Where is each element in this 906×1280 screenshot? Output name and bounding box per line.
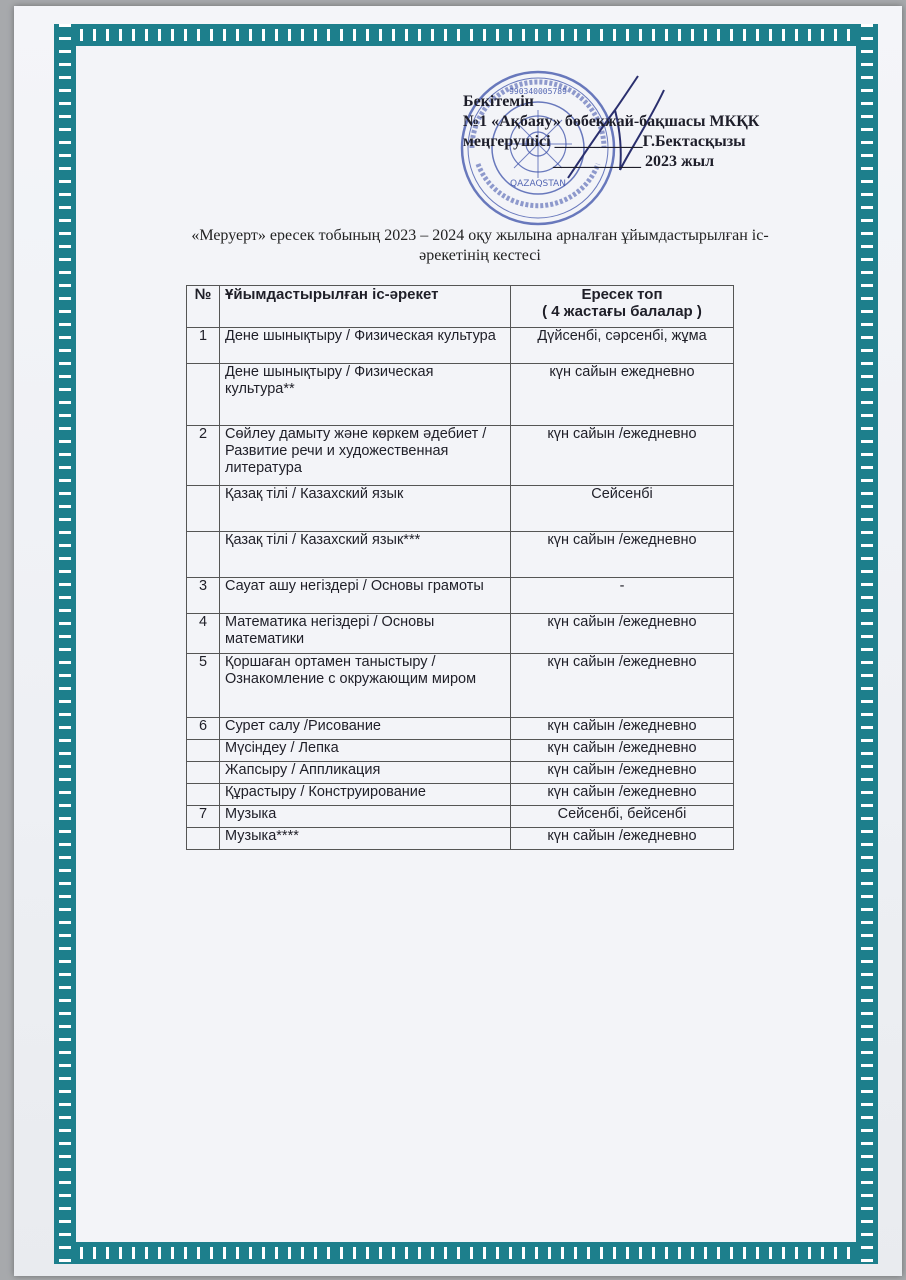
row-number: 1 bbox=[187, 328, 220, 364]
row-schedule: күн сайын /ежедневно bbox=[511, 532, 734, 578]
row-activity: Дене шынықтыру / Физическая культура** bbox=[220, 364, 511, 426]
row-schedule: күн сайын /ежедневно bbox=[511, 828, 734, 850]
approval-organization: №1 «Ақбаяу» бөбекжай-бақшасы МКҚК bbox=[463, 113, 760, 130]
row-activity: Музыка bbox=[220, 806, 511, 828]
row-activity: Дене шынықтыру / Физическая культура bbox=[220, 328, 511, 364]
row-schedule: Сейсенбі bbox=[511, 486, 734, 532]
row-number bbox=[187, 740, 220, 762]
row-schedule: Сейсенбі, бейсенбі bbox=[511, 806, 734, 828]
approval-date: ___________ 2023 жыл bbox=[553, 153, 715, 170]
row-activity: Сөйлеу дамыту және көркем әдебиет / Развитие речи и художественная литература bbox=[220, 426, 511, 486]
approval-block bbox=[463, 92, 793, 172]
header-group bbox=[511, 286, 734, 328]
title-line-1: «Меруерт» ересек тобының 2023 – 2024 оқу жылына арналған ұйымдастырылған іс- bbox=[191, 227, 769, 244]
row-number bbox=[187, 532, 220, 578]
row-number: 6 bbox=[187, 718, 220, 740]
row-number bbox=[187, 828, 220, 850]
seal-number: 990340005789 bbox=[509, 87, 567, 96]
table-row bbox=[187, 784, 734, 806]
row-number: 3 bbox=[187, 578, 220, 614]
table-row bbox=[187, 486, 734, 532]
table-row bbox=[187, 718, 734, 740]
schedule-table bbox=[186, 285, 734, 850]
frame-left-border bbox=[54, 24, 76, 1264]
row-schedule: күн сайын /ежедневно bbox=[511, 718, 734, 740]
row-number bbox=[187, 784, 220, 806]
row-schedule: күн сайын /ежедневно bbox=[511, 426, 734, 486]
row-schedule: күн сайын ежедневно bbox=[511, 364, 734, 426]
seal-center-text: QAZAQSTAN bbox=[510, 179, 566, 189]
frame-right-border bbox=[856, 24, 878, 1264]
row-activity: Сурет салу /Рисование bbox=[220, 718, 511, 740]
title-line-2: әрекетінің кестесі bbox=[419, 247, 541, 264]
row-activity: Құрастыру / Конструирование bbox=[220, 784, 511, 806]
row-activity: Мүсіндеу / Лепка bbox=[220, 740, 511, 762]
table-row bbox=[187, 426, 734, 486]
row-number bbox=[187, 486, 220, 532]
row-schedule: күн сайын /ежедневно bbox=[511, 784, 734, 806]
approval-head-signature: меңгерушісі ___________Г.Бектасқызы bbox=[463, 133, 746, 150]
header-activity: Ұйымдастырылған іс-әрекет bbox=[220, 286, 511, 328]
row-activity: Жапсыру / Аппликация bbox=[220, 762, 511, 784]
row-number: 2 bbox=[187, 426, 220, 486]
table-row bbox=[187, 364, 734, 426]
row-schedule: күн сайын /ежедневно bbox=[511, 762, 734, 784]
row-schedule: Дүйсенбі, сәрсенбі, жұма bbox=[511, 328, 734, 364]
table-row bbox=[187, 806, 734, 828]
header-group-age: ( 4 жастағы балалар ) bbox=[542, 303, 702, 320]
row-number: 5 bbox=[187, 654, 220, 718]
table-row bbox=[187, 654, 734, 718]
table-row bbox=[187, 578, 734, 614]
row-number bbox=[187, 762, 220, 784]
table-row bbox=[187, 328, 734, 364]
table-row bbox=[187, 614, 734, 654]
frame-bottom-border bbox=[54, 1242, 878, 1264]
row-activity: Музыка**** bbox=[220, 828, 511, 850]
row-activity: Сауат ашу негіздері / Основы грамоты bbox=[220, 578, 511, 614]
approval-heading: Бекітемін bbox=[463, 93, 534, 110]
table-row bbox=[187, 762, 734, 784]
row-number: 4 bbox=[187, 614, 220, 654]
table-row bbox=[187, 828, 734, 850]
row-schedule: күн сайын /ежедневно bbox=[511, 654, 734, 718]
row-activity: Қазақ тілі / Казахский язык bbox=[220, 486, 511, 532]
row-activity: Қазақ тілі / Казахский язык*** bbox=[220, 532, 511, 578]
table-row bbox=[187, 740, 734, 762]
row-number: 7 bbox=[187, 806, 220, 828]
row-activity: Қоршаған ортамен таныстыру / Ознакомление с окружающим миром bbox=[220, 654, 511, 718]
row-activity: Математика негіздері / Основы математики bbox=[220, 614, 511, 654]
row-schedule: күн сайын /ежедневно bbox=[511, 740, 734, 762]
document-title bbox=[135, 226, 825, 266]
header-number: № bbox=[187, 286, 220, 328]
row-schedule: күн сайын /ежедневно bbox=[511, 614, 734, 654]
row-schedule: - bbox=[511, 578, 734, 614]
row-number bbox=[187, 364, 220, 426]
frame-top-border bbox=[54, 24, 878, 46]
table-row bbox=[187, 532, 734, 578]
header-group-title: Ересек топ bbox=[581, 286, 663, 303]
table-header-row bbox=[187, 286, 734, 328]
